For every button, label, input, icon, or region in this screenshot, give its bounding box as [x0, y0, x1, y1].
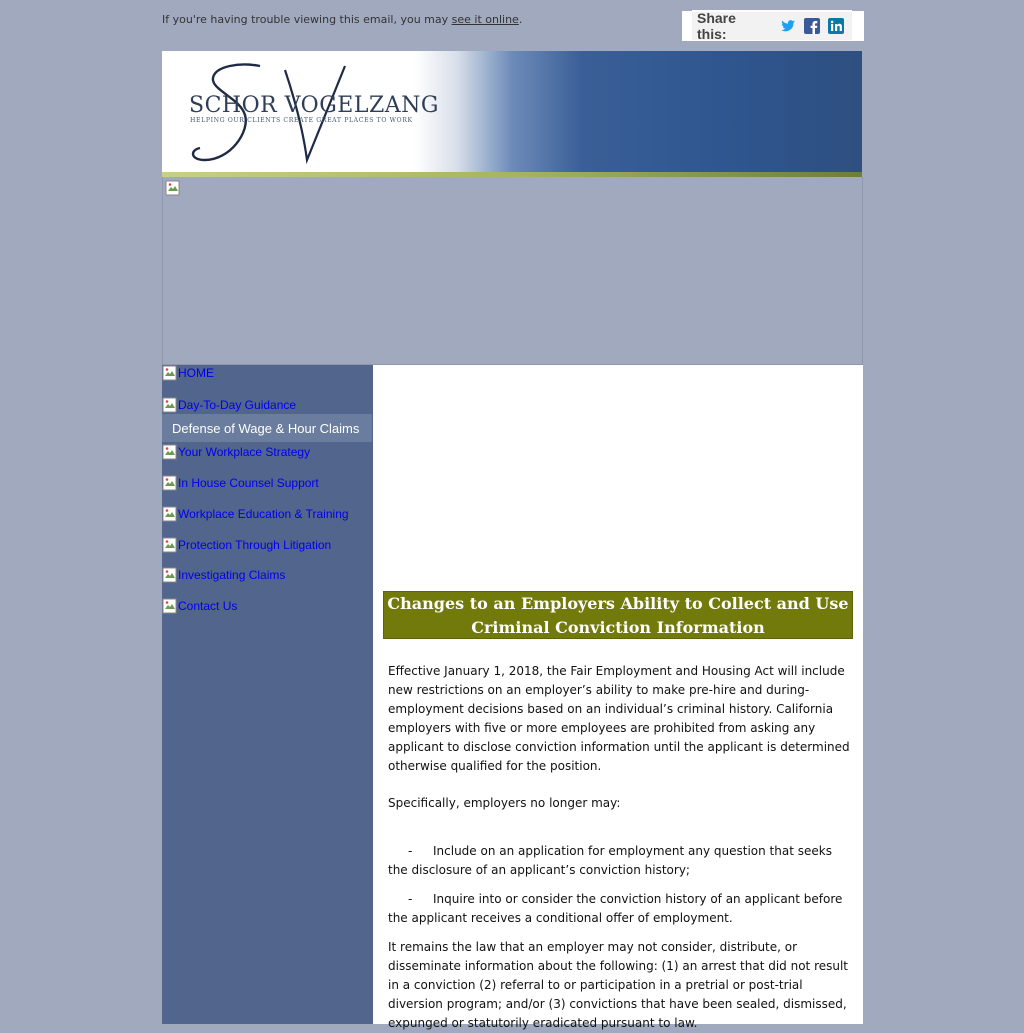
share-bar: [692, 10, 852, 40]
broken-image-icon: [162, 567, 178, 583]
share-box: [682, 11, 864, 41]
hero-image: [162, 177, 863, 365]
nav-label: Your Workplace Strategy: [178, 445, 311, 459]
broken-image-icon: [162, 365, 178, 381]
broken-image-icon: [162, 537, 178, 553]
nav-item-workplace-education-training[interactable]: [162, 506, 349, 522]
sidebar-nav: [162, 365, 373, 1024]
nav-item-protection-through-litigation[interactable]: [162, 537, 331, 553]
article-paragraph-1: Effective January 1, 2018, the Fair Employment and Housing Act will include new restrictions on an employer’s ability to make pre-hire and during-employment decisions based on an individual’s criminal history. California employers with five or more employees are prohibited from asking any applicant to disclose conviction information until the applicant is determined otherwise qualified for the position.: [388, 664, 850, 773]
facebook-icon[interactable]: [804, 18, 820, 34]
headline-line-1: Changes to an Employers Ability to Collect and Use: [387, 594, 849, 613]
twitter-icon[interactable]: [780, 18, 796, 34]
bullet-text: Include on an application for employment any question that seeks the disclosure of an applicant’s conviction history;: [388, 844, 832, 877]
broken-image-icon: [162, 506, 178, 522]
article-headline: [383, 591, 853, 639]
nav-label: HOME: [178, 366, 214, 380]
nav-label: Workplace Education & Training: [178, 507, 349, 521]
nav-label: Day-To-Day Guidance: [178, 398, 297, 412]
list-item: [388, 842, 850, 880]
nav-item-day-to-day-guidance[interactable]: [162, 397, 296, 413]
see-it-online-link[interactable]: see it online: [451, 13, 519, 26]
article-paragraph-2: Specifically, employers no longer may:: [388, 796, 621, 810]
view-online-notice: [162, 13, 522, 26]
bullet-dash: -: [408, 844, 413, 858]
share-label: Share this:: [697, 10, 736, 42]
nav-item-home[interactable]: [162, 365, 214, 381]
logo-tagline: HELPING OUR CLIENTS CREATE GREAT PLACES TO WORK: [190, 117, 413, 124]
nav-item-your-workplace-strategy[interactable]: [162, 444, 310, 460]
nav-item-defense-wage-hour-claims[interactable]: [162, 414, 372, 442]
broken-image-icon: [165, 180, 181, 196]
nav-label: Defense of Wage & Hour Claims: [172, 420, 360, 436]
linkedin-icon[interactable]: [828, 18, 844, 34]
nav-label: In House Counsel Support: [178, 476, 319, 490]
nav-item-contact-us[interactable]: [162, 598, 237, 614]
view-online-suffix: .: [518, 13, 523, 26]
nav-item-in-house-counsel-support[interactable]: [162, 475, 319, 491]
broken-image-icon: [162, 475, 178, 491]
article-content: [373, 365, 863, 1030]
view-online-prefix: If you're having trouble viewing this email, you may: [162, 13, 452, 26]
broken-image-icon: [162, 598, 178, 614]
article-paragraph-3: It remains the law that an employer may not consider, distribute, or disseminate information about the following: (1) an arrest that did not result in a conviction (2) referral to or participation in a pretrial or post-trial diversion program; and/or (3) convictions that have been sealed, dismissed, expunged or statutorily eradicated pursuant to law.: [388, 940, 849, 1030]
nav-label: Investigating Claims: [178, 568, 286, 582]
list-item: [388, 890, 850, 928]
broken-image-icon: [162, 444, 178, 460]
nav-label: Contact Us: [178, 599, 238, 613]
logo-title: SCHOR VOGELZANG: [189, 93, 439, 118]
nav-label: Protection Through Litigation: [178, 538, 332, 552]
bullet-text: Inquire into or consider the conviction history of an applicant before the applicant receives a conditional offer of employment.: [388, 892, 843, 925]
bullet-dash: -: [408, 892, 413, 906]
nav-item-investigating-claims[interactable]: [162, 567, 285, 583]
headline-line-2: Criminal Conviction Information: [471, 618, 765, 637]
broken-image-icon: [162, 397, 178, 413]
